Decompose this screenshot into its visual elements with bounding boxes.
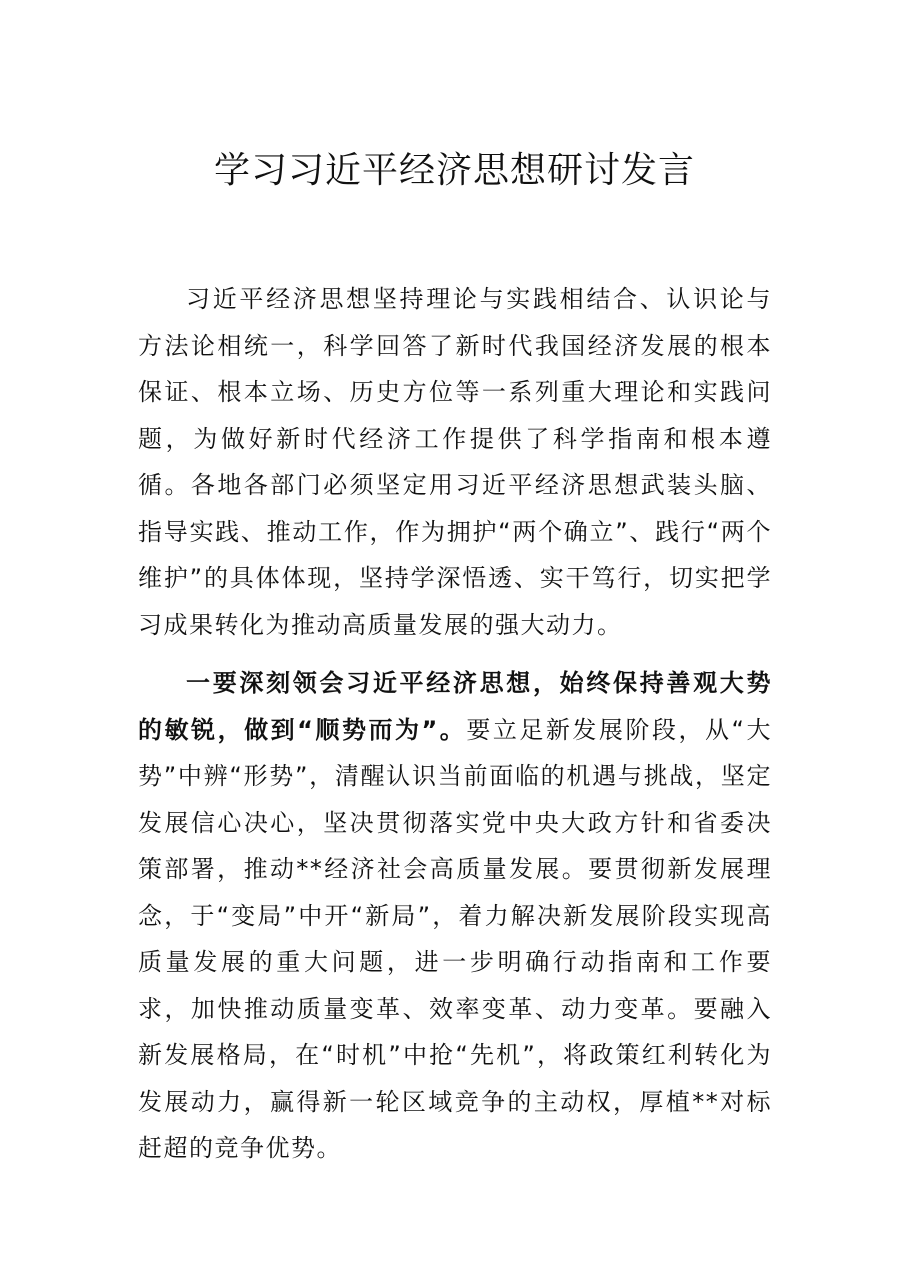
document-title: 学习习近平经济思想研讨发言 [213,150,695,191]
paragraph-point-one [138,660,772,1172]
paragraph-intro [138,276,772,648]
paragraph-point-one-heading: 一要深刻领会习近平经济思想，始终保持善观大势的敏锐，做到“顺势而为”。 [138,669,772,744]
document-body [138,276,772,1172]
paragraph-intro-text: 习近平经济思想坚持理论与实践相结合、认识论与方法论相统一，科学回答了新时代我国经济发展的根本保证、根本立场、历史方位等一系列重大理论和实践问题，为做好新时代经济工作提供了科学指南和根本遵循。各地各部门必须坚定用习近平经济思想武装头脑、指导实践、推动工作，作为拥护“两个确立”、践行“两个维护”的具体体现，坚持学深悟透、实干笃行，切实把学习成果转化为推动高质量发展的强大动力。 [138,285,772,639]
paragraph-point-one-text: 要立足新发展阶段，从“大势”中辨“形势”，清醒认识当前面临的机遇与挑战，坚定发展信心决心，坚决贯彻落实党中央大政方针和省委决策部署，推动**经济社会高质量发展。要贯彻新发展理念，于“变局”中开“新局”，着力解决新发展阶段实现高质量发展的重大问题，进一步明确行动指南和工作要求，加快推动质量变革、效率变革、动力变革。要融入新发展格局，在“时机”中抢“先机”，将政策红利转化为发展动力，赢得新一轮区域竞争的主动权，厚植**对标赶超的竞争优势。 [138,715,772,1162]
